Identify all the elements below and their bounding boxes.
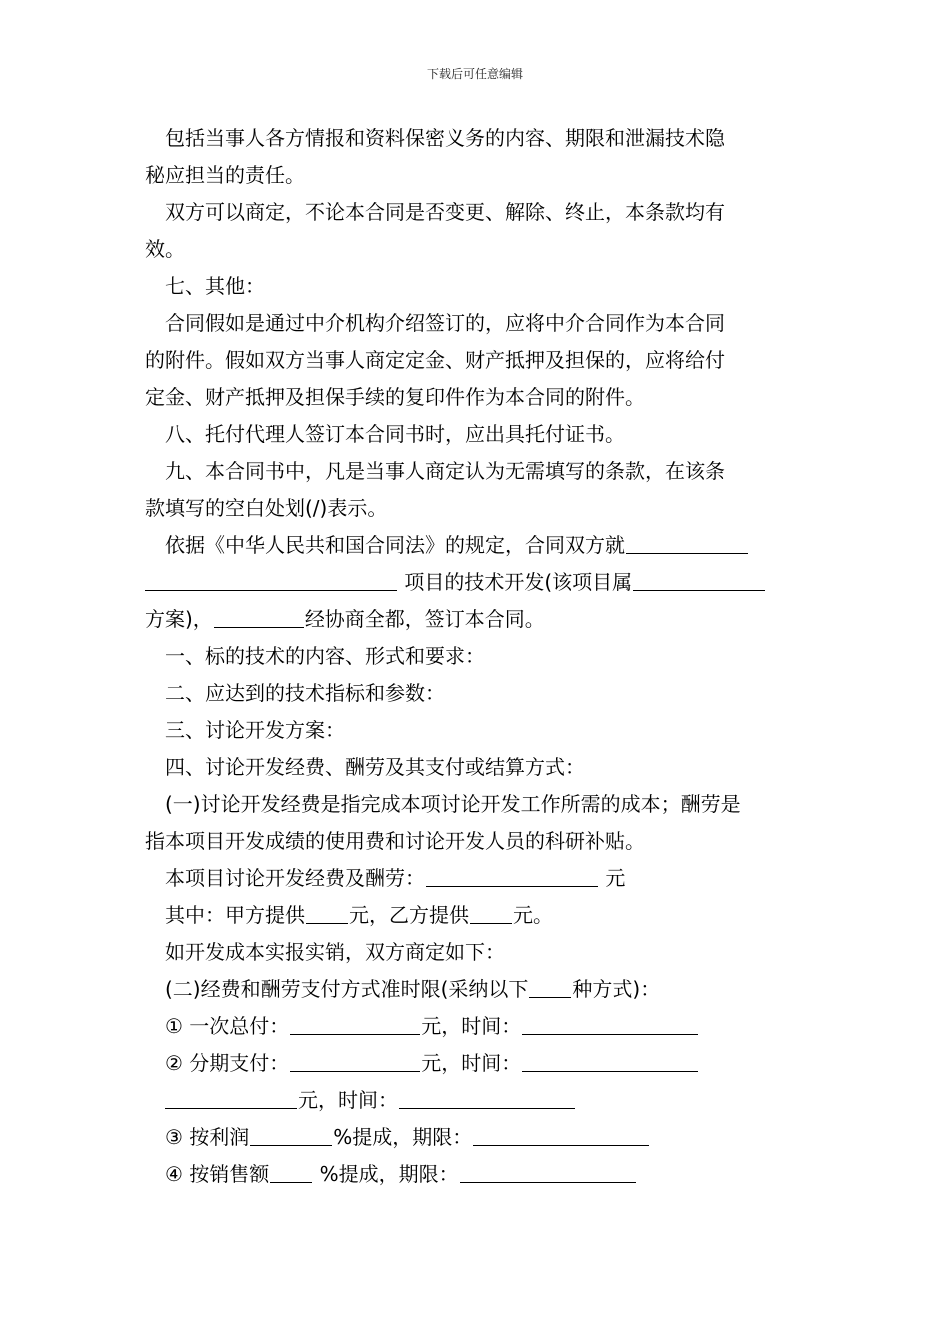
text-line: 八、托付代理人签订本合同书时，应出具托付证书。	[165, 422, 625, 446]
payment-options	[145, 1008, 810, 1193]
clause-list	[145, 638, 810, 786]
fill-blank-fund-total[interactable]	[426, 885, 598, 887]
payment-option-installment-continued	[145, 1082, 810, 1119]
payment-option-profit	[145, 1119, 810, 1156]
fill-blank-installment-time-2[interactable]	[399, 1107, 575, 1109]
fund-split-text: 元，乙方提供	[349, 903, 469, 927]
option-label: ① 一次总付：	[165, 1014, 290, 1038]
paragraph-fund-definition	[145, 786, 810, 860]
fill-blank-profit-term[interactable]	[473, 1144, 649, 1146]
text-line: 的附件。假如双方当事人商定定金、财产抵押及担保的，应将给付	[145, 348, 725, 372]
basis-text: 依据《中华人民共和国合同法》的规定，合同双方就	[165, 533, 625, 557]
paragraph-fund-split	[145, 897, 810, 934]
text-line: 九、本合同书中，凡是当事人商定认为无需填写的条款，在该条	[165, 459, 725, 483]
fill-blank-installment-time[interactable]	[522, 1070, 698, 1072]
paragraph-confidentiality	[145, 120, 810, 194]
option-label: ④ 按销售额	[165, 1162, 270, 1186]
section-heading: 七、其他：	[165, 274, 265, 298]
text-line: 效。	[145, 237, 185, 261]
payment-option-installment	[145, 1045, 810, 1082]
page-header: 下载后可任意编辑	[426, 67, 523, 81]
basis-text: 项目的技术开发(该项目属	[398, 570, 633, 594]
payment-option-lump-sum	[145, 1008, 810, 1045]
basis-text: 经协商全都，签订本合同。	[304, 607, 545, 631]
fill-blank-party-b-amount[interactable]	[470, 922, 512, 924]
fill-blank-project[interactable]	[145, 589, 397, 591]
text-line	[145, 860, 810, 897]
option-text: %提成，期限：	[313, 1162, 459, 1186]
fill-blank-installment-amount-2[interactable]	[165, 1107, 297, 1109]
text-line: 指本项目开发成绩的使用费和讨论开发人员的科研补贴。	[145, 829, 645, 853]
paragraph-agency	[145, 305, 810, 416]
payment-text: (二)经费和酬劳支付方式准时限(采纳以下	[165, 977, 529, 1001]
paragraph-validity	[145, 194, 810, 268]
fill-blank-installment-amount[interactable]	[290, 1070, 420, 1072]
fill-blank-negotiation[interactable]	[214, 626, 304, 628]
section-nine	[145, 453, 810, 527]
payment-text: 种方式)：	[572, 977, 661, 1001]
text-line	[145, 601, 810, 638]
fund-split-text: 元。	[513, 903, 553, 927]
fill-blank-sales-term[interactable]	[460, 1181, 636, 1183]
text-line: 如开发成本实报实销，双方商定如下：	[165, 940, 505, 964]
clause-heading: 二、应达到的技术指标和参数：	[165, 681, 445, 705]
text-line: 款填写的空白处划(/)表示。	[145, 496, 388, 520]
payment-option-sales	[145, 1156, 810, 1193]
clause-heading: 三、讨论开发方案：	[165, 718, 345, 742]
fund-split-text: 其中：甲方提供	[165, 903, 305, 927]
paragraph-basis	[145, 527, 810, 638]
basis-text: 方案)，	[145, 607, 213, 631]
text-line: 包括当事人各方情报和资料保密义务的内容、期限和泄漏技术隐	[165, 126, 725, 150]
fill-blank-party-a-amount[interactable]	[306, 922, 348, 924]
text-line: 合同假如是通过中介机构介绍签订的，应将中介合同作为本合同	[165, 311, 725, 335]
fill-blank-lump-sum-amount[interactable]	[290, 1033, 420, 1035]
fill-blank-sales-percent[interactable]	[270, 1181, 312, 1183]
fill-blank-profit-percent[interactable]	[250, 1144, 332, 1146]
text-line: 定金、财产抵押及担保手续的复印件作为本合同的附件。	[145, 385, 645, 409]
fill-blank-category[interactable]	[633, 589, 765, 591]
text-line	[145, 971, 810, 1008]
fill-blank-lump-sum-time[interactable]	[522, 1033, 698, 1035]
fill-blank-parties[interactable]	[626, 552, 748, 554]
option-text: 元，时间：	[421, 1014, 522, 1038]
section-eight	[145, 416, 810, 453]
option-label: ② 分期支付：	[165, 1051, 290, 1075]
text-line: 秘应担当的责任。	[145, 163, 305, 187]
option-text: %提成，期限：	[333, 1125, 473, 1149]
fund-total-label: 本项目讨论开发经费及酬劳：	[165, 866, 425, 890]
document-body	[145, 120, 810, 1193]
text-line	[145, 564, 810, 601]
fill-blank-method-count[interactable]	[529, 996, 571, 998]
clause-heading: 四、讨论开发经费、酬劳及其支付或结算方式：	[165, 755, 585, 779]
paragraph-fund-total	[145, 860, 810, 897]
option-text: 元，时间：	[298, 1088, 398, 1112]
text-line: 双方可以商定，不论本合同是否变更、解除、终止，本条款均有	[165, 200, 725, 224]
text-line: (一)讨论开发经费是指完成本项讨论开发工作所需的成本；酬劳是	[165, 792, 741, 816]
fund-total-unit: 元	[605, 866, 626, 890]
option-label: ③ 按利润	[165, 1125, 250, 1149]
option-text: 元，时间：	[421, 1051, 522, 1075]
paragraph-payment	[145, 971, 810, 1008]
text-line	[145, 527, 810, 564]
section-other	[145, 268, 810, 305]
clause-heading: 一、标的技术的内容、形式和要求：	[165, 644, 485, 668]
paragraph-fund-actual	[145, 934, 810, 971]
text-line	[145, 897, 810, 934]
